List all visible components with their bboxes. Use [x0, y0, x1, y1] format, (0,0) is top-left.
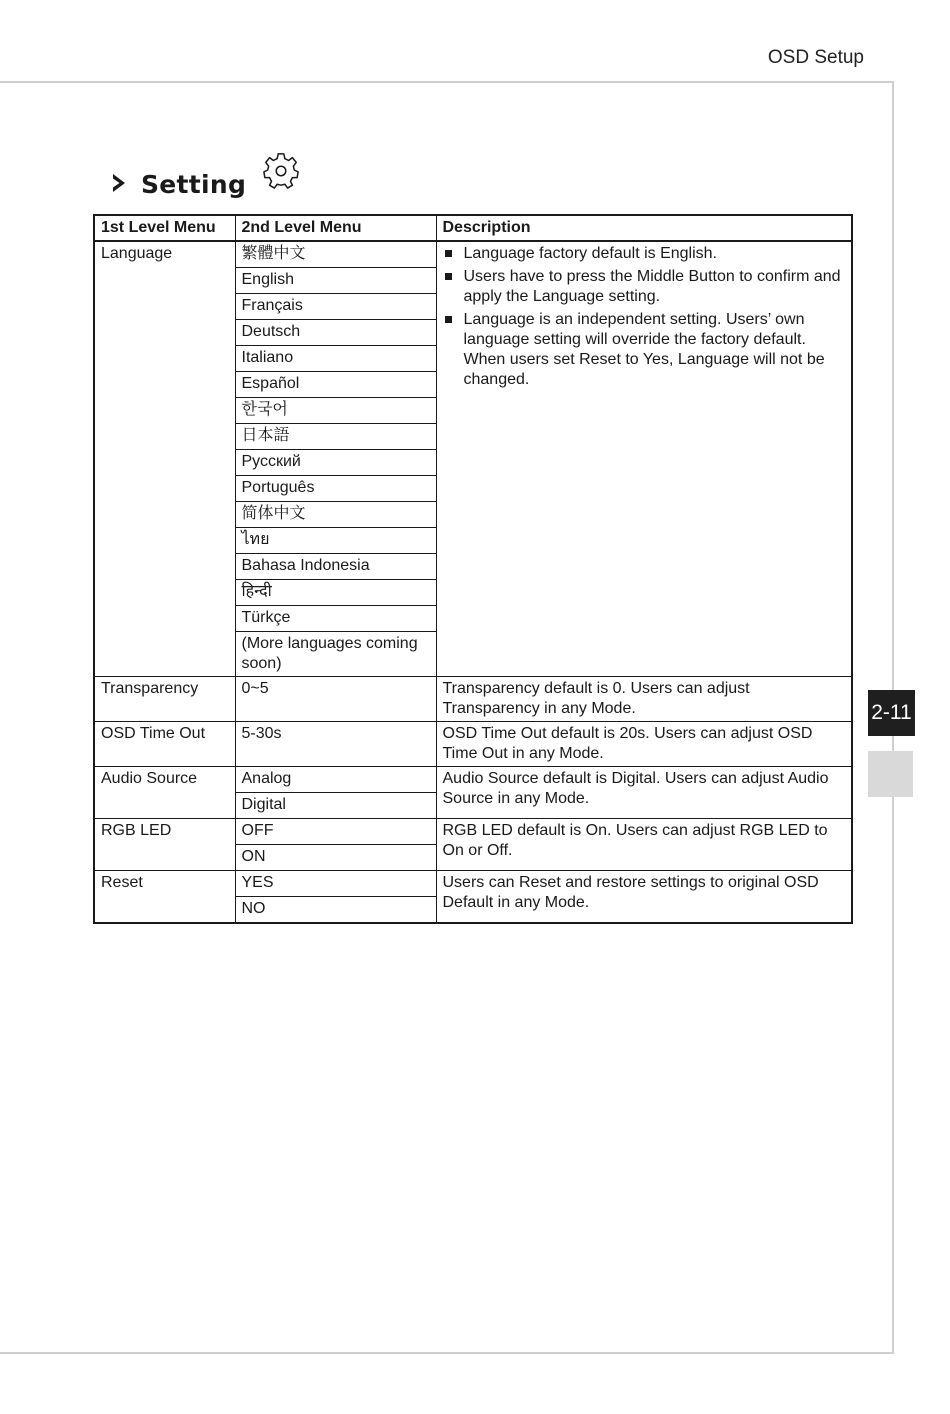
table-row — [94, 722, 852, 767]
settings-table — [93, 214, 853, 924]
menu-rgb-led: RGB LED — [94, 819, 235, 871]
language-description — [436, 241, 852, 677]
page-number-tab — [868, 690, 915, 736]
chevron-right-icon — [110, 172, 128, 194]
table-row — [94, 241, 852, 268]
column-header-description: Description — [436, 215, 852, 241]
audio-source-description: Audio Source default is Digital. Users can adjust Audio Source in any Mode. — [436, 767, 852, 819]
language-option: 한국어 — [235, 398, 436, 424]
transparency-range: 0~5 — [235, 677, 436, 722]
section-heading — [110, 152, 300, 200]
section-header-title: OSD Setup — [767, 47, 864, 68]
menu-language: Language — [94, 241, 235, 677]
reset-option: NO — [235, 897, 436, 924]
language-option: (More languages coming soon) — [235, 632, 436, 677]
osd-time-out-description: OSD Time Out default is 20s. Users can adjust OSD Time Out in any Mode. — [436, 722, 852, 767]
page-number: 2-11 — [871, 701, 912, 724]
page-frame-top-border — [0, 81, 894, 83]
language-option: 日本語 — [235, 424, 436, 450]
language-description-list — [443, 244, 846, 390]
rgb-led-option: OFF — [235, 819, 436, 845]
gear-icon — [262, 150, 300, 190]
chapter-tab-marker — [868, 751, 913, 797]
language-option: Italiano — [235, 346, 436, 372]
column-header-first-level: 1st Level Menu — [94, 215, 235, 241]
list-item: Language factory default is English. — [443, 244, 846, 264]
reset-option: YES — [235, 871, 436, 897]
menu-reset: Reset — [94, 871, 235, 924]
section-title: Setting — [141, 170, 247, 199]
page-frame-bottom-border — [0, 1352, 894, 1354]
transparency-description: Transparency default is 0. Users can adjust Transparency in any Mode. — [436, 677, 852, 722]
reset-description: Users can Reset and restore settings to original OSD Default in any Mode. — [436, 871, 852, 924]
table-row — [94, 871, 852, 897]
list-item: Users have to press the Middle Button to confirm and apply the Language setting. — [443, 267, 846, 307]
language-option: हिन्दी — [235, 580, 436, 606]
language-option: Français — [235, 294, 436, 320]
osd-time-out-range: 5-30s — [235, 722, 436, 767]
table-header-row — [94, 215, 852, 241]
list-item: Language is an independent setting. Users’ own language setting will override the factory default. When users set Reset to Yes, Language will not be changed. — [443, 310, 846, 390]
language-option: Español — [235, 372, 436, 398]
menu-audio-source: Audio Source — [94, 767, 235, 819]
audio-source-option: Analog — [235, 767, 436, 793]
audio-source-option: Digital — [235, 793, 436, 819]
language-option: 繁體中文 — [235, 241, 436, 268]
language-option: Português — [235, 476, 436, 502]
table-row — [94, 677, 852, 722]
rgb-led-description: RGB LED default is On. Users can adjust RGB LED to On or Off. — [436, 819, 852, 871]
language-option: Русский — [235, 450, 436, 476]
language-option: Deutsch — [235, 320, 436, 346]
rgb-led-option: ON — [235, 845, 436, 871]
language-option: 简体中文 — [235, 502, 436, 528]
language-option: Türkçe — [235, 606, 436, 632]
language-option: English — [235, 268, 436, 294]
menu-transparency: Transparency — [94, 677, 235, 722]
table-row — [94, 819, 852, 845]
language-option: ไทย — [235, 528, 436, 554]
menu-osd-time-out: OSD Time Out — [94, 722, 235, 767]
column-header-second-level: 2nd Level Menu — [235, 215, 436, 241]
table-row — [94, 767, 852, 793]
language-option: Bahasa Indonesia — [235, 554, 436, 580]
